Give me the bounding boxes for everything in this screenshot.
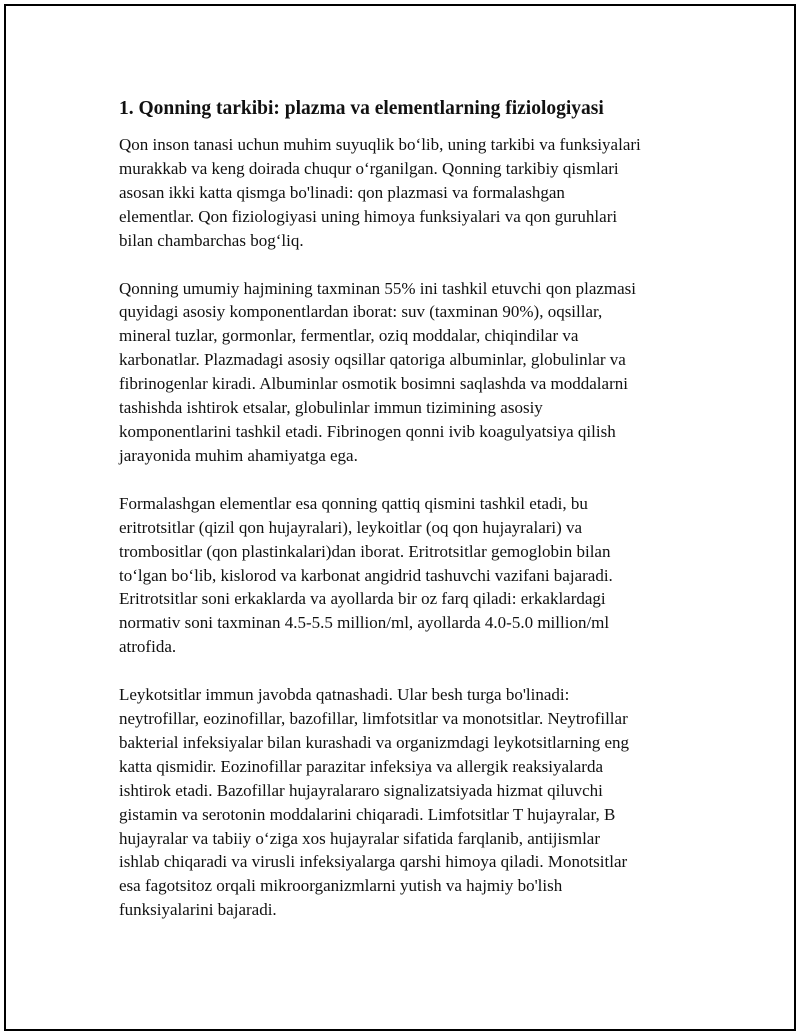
text-line: jarayonida muhim ahamiyatga ega. <box>119 445 358 465</box>
text-line: ishtirok etadi. Bazofillar hujayralararo signalizatsiyada hizmat qiluvchi <box>119 780 603 800</box>
paragraph <box>119 492 691 659</box>
text-line: Formalashgan elementlar esa qonning qattiq qismini tashkil etadi, bu <box>119 493 588 513</box>
text-line: fibrinogenlar kiradi. Albuminlar osmotik bosimni saqlashda va moddalarni <box>119 374 628 394</box>
paragraph <box>119 277 691 468</box>
text-line: hujayralar va tabiiy o‘ziga xos hujayralar sifatida farqlanib, antijismlar <box>119 828 601 848</box>
text-line: esa fagotsitoz orqali mikroorganizmlarni yutish va hajmiy bo'lish <box>119 876 563 896</box>
text-line: trombositlar (qon plastinkalari)dan iborat. Eritrotsitlar gemoglobin bilan <box>119 541 611 561</box>
text-line: eritrotsitlar (qizil qon hujayralari), leykoitlar (oq qon hujayralari) va <box>119 517 583 537</box>
text-line: bakterial infeksiyalar bilan kurashadi va organizmdagi leykotsitlarning eng <box>119 732 629 752</box>
text-line: komponentlarini tashkil etadi. Fibrinogen qonni ivib koagulyatsiya qilish <box>119 421 616 441</box>
text-line: ishlab chiqaradi va virusli infeksiyalarga qarshi himoya qiladi. Monotsitlar <box>119 852 628 872</box>
text-line: Eritrotsitlar soni erkaklarda va ayollarda bir oz farq qiladi: erkaklardagi <box>119 589 606 609</box>
document-body <box>119 98 691 946</box>
text-line: quyidagi asosiy komponentlardan iborat: suv (taxminan 90%), oqsillar, <box>119 302 603 322</box>
text-line: asosan ikki katta qismga bo'linadi: qon plazmasi va formalashgan <box>119 182 565 202</box>
section-heading: 1. Qonning tarkibi: plazma va elementlarning fiziologiyasi <box>119 98 604 119</box>
text-line: katta qismidir. Eozinofillar parazitar infeksiya va allergik reaksiyalarda <box>119 756 603 776</box>
text-line: Qonning umumiy hajmining taxminan 55% ini tashkil etuvchi qon plazmasi <box>119 278 637 298</box>
paragraph <box>119 683 691 922</box>
text-line: Leykotsitlar immun javobda qatnashadi. Ular besh turga bo'linadi: <box>119 685 570 705</box>
text-line: to‘lgan bo‘lib, kislorod va karbonat angidrid tashuvchi vazifani bajaradi. <box>119 565 613 585</box>
text-line: karbonatlar. Plazmadagi asosiy oqsillar qatoriga albuminlar, globulinlar va <box>119 350 626 370</box>
text-line: funksiyalarini bajaradi. <box>119 900 277 920</box>
text-line: gistamin va serotonin moddalarini chiqaradi. Limfotsitlar T hujayralar, B <box>119 804 616 824</box>
text-line: atrofida. <box>119 637 177 657</box>
text-line: Qon inson tanasi uchun muhim suyuqlik bo‘lib, uning tarkibi va funksiyalari <box>119 135 641 154</box>
text-line: mineral tuzlar, gormonlar, fermentlar, oziq moddalar, chiqindilar va <box>119 326 579 346</box>
text-line: bilan chambarchas bog‘liq. <box>119 230 304 250</box>
paragraph <box>119 133 691 253</box>
text-line: normativ soni taxminan 4.5-5.5 million/ml, ayollarda 4.0-5.0 million/ml <box>119 613 610 633</box>
text-line: murakkab va keng doirada chuqur o‘rganilgan. Qonning tarkibiy qismlari <box>119 158 619 178</box>
text-line: elementlar. Qon fiziologiyasi uning himoya funksiyalari va qon guruhlari <box>119 206 618 226</box>
text-line: tashishda ishtirok etsalar, globulinlar immun tizimining asosiy <box>119 398 543 418</box>
text-line: neytrofillar, eozinofillar, bazofillar, limfotsitlar va monotsitlar. Neytrofillar <box>119 709 628 729</box>
paragraph-list <box>119 133 691 922</box>
